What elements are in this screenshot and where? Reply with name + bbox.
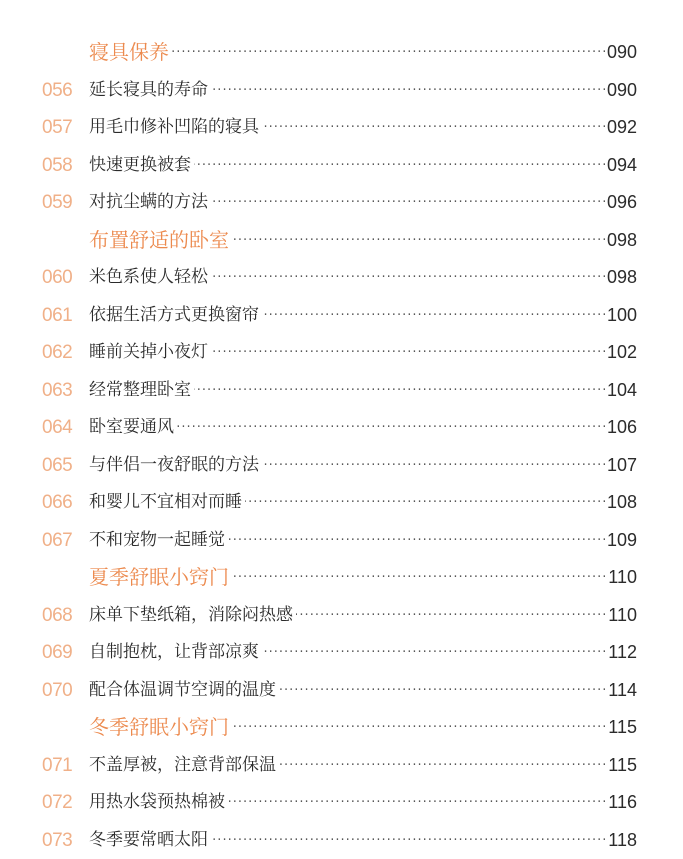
- page-number: 098: [605, 259, 637, 297]
- page-number: 114: [606, 672, 637, 710]
- page-number: 090: [605, 72, 637, 110]
- entry-title: 用毛巾修补凹陷的寝具: [89, 109, 262, 147]
- entry-number: 070: [42, 672, 82, 710]
- entry-number: 072: [42, 784, 82, 822]
- page-number: 112: [606, 634, 637, 672]
- section-heading[interactable]: [0, 559, 683, 597]
- entry-number: 066: [42, 484, 82, 522]
- page-number: 115: [606, 747, 637, 785]
- entry-title: 不盖厚被，注意背部保温: [89, 747, 279, 785]
- section-title: 夏季舒眠小窍门: [89, 559, 232, 597]
- toc-entry[interactable]: [0, 109, 683, 147]
- section-title: 寝具保养: [89, 34, 172, 72]
- entry-number: 062: [42, 334, 82, 372]
- entry-number: 071: [42, 747, 82, 785]
- toc-entry[interactable]: [0, 484, 683, 522]
- page-number: 106: [605, 409, 637, 447]
- entry-title: 用热水袋预热棉被: [89, 784, 228, 822]
- entry-title: 和婴儿不宜相对而睡: [89, 484, 245, 522]
- entry-title: 睡前关掉小夜灯: [89, 334, 211, 372]
- entry-number: 073: [42, 822, 82, 859]
- entry-title: 不和宠物一起睡觉: [89, 522, 228, 560]
- page-number: 090: [605, 34, 637, 72]
- entry-number: 058: [42, 147, 82, 185]
- toc-entry[interactable]: [0, 372, 683, 410]
- page-number: 110: [606, 559, 637, 597]
- entry-title: 自制抱枕，让背部凉爽: [89, 634, 262, 672]
- page-number: 098: [605, 222, 637, 260]
- entry-title: 依据生活方式更换窗帘: [89, 297, 262, 335]
- entry-title: 延长寝具的寿命: [89, 72, 211, 110]
- toc-entry[interactable]: [0, 822, 683, 859]
- toc-entry[interactable]: [0, 147, 683, 185]
- entry-title: 对抗尘螨的方法: [89, 184, 211, 222]
- entry-title: 卧室要通风: [89, 409, 177, 447]
- toc-entry[interactable]: [0, 634, 683, 672]
- toc-entry[interactable]: [0, 522, 683, 560]
- toc-entry[interactable]: [0, 334, 683, 372]
- page-number: 100: [605, 297, 637, 335]
- page-number: 092: [605, 109, 637, 147]
- entry-number: 064: [42, 409, 82, 447]
- page-number: 104: [605, 372, 637, 410]
- section-title: 冬季舒眠小窍门: [89, 709, 232, 747]
- section-heading[interactable]: [0, 709, 683, 747]
- entry-number: 060: [42, 259, 82, 297]
- toc-entry[interactable]: [0, 672, 683, 710]
- entry-number: 059: [42, 184, 82, 222]
- entry-number: 057: [42, 109, 82, 147]
- toc-entry[interactable]: [0, 447, 683, 485]
- toc-entry[interactable]: [0, 259, 683, 297]
- entry-number: 067: [42, 522, 82, 560]
- toc-entry[interactable]: [0, 297, 683, 335]
- table-of-contents: [0, 34, 683, 859]
- page-number: 094: [605, 147, 637, 185]
- page-number: 096: [605, 184, 637, 222]
- page-number: 118: [606, 822, 637, 859]
- page-number: 109: [605, 522, 637, 560]
- entry-number: 063: [42, 372, 82, 410]
- entry-number: 061: [42, 297, 82, 335]
- entry-title: 经常整理卧室: [89, 372, 194, 410]
- section-heading[interactable]: [0, 222, 683, 260]
- page-number: 116: [606, 784, 637, 822]
- toc-entry[interactable]: [0, 184, 683, 222]
- page-number: 108: [605, 484, 637, 522]
- page-number: 102: [605, 334, 637, 372]
- entry-title: 与伴侣一夜舒眠的方法: [89, 447, 262, 485]
- toc-entry[interactable]: [0, 72, 683, 110]
- entry-title: 床单下垫纸箱，消除闷热感: [89, 597, 296, 635]
- entry-number: 069: [42, 634, 82, 672]
- page-number: 115: [606, 709, 637, 747]
- toc-entry[interactable]: [0, 747, 683, 785]
- entry-title: 配合体温调节空调的温度: [89, 672, 279, 710]
- entry-number: 056: [42, 72, 82, 110]
- page-number: 107: [605, 447, 637, 485]
- entry-title: 米色系使人轻松: [89, 259, 211, 297]
- entry-number: 065: [42, 447, 82, 485]
- section-title: 布置舒适的卧室: [89, 222, 232, 260]
- toc-entry[interactable]: [0, 409, 683, 447]
- page-number: 110: [606, 597, 637, 635]
- toc-entry[interactable]: [0, 784, 683, 822]
- toc-entry[interactable]: [0, 597, 683, 635]
- entry-title: 快速更换被套: [89, 147, 194, 185]
- entry-number: 068: [42, 597, 82, 635]
- section-heading[interactable]: [0, 34, 683, 72]
- entry-title: 冬季要常晒太阳: [89, 822, 211, 859]
